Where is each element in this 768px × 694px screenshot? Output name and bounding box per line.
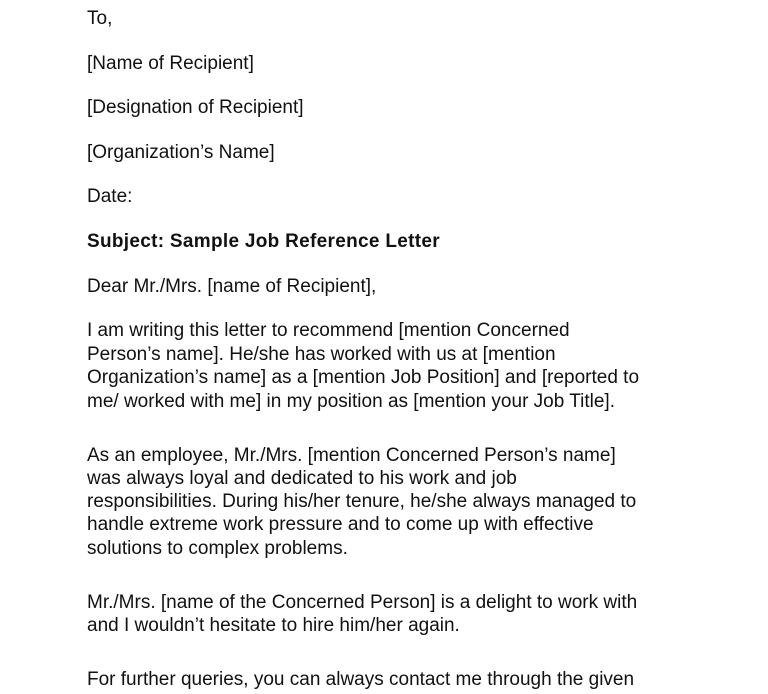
date-line: Date: [87, 186, 133, 207]
recipient-designation: [Designation of Recipient] [87, 97, 304, 118]
paragraph-line: was always loyal and dedicated to his work and job [87, 468, 517, 489]
paragraph-line: For further queries, you can always contact me through the given [87, 669, 635, 690]
paragraph-line: handle extreme work pressure and to come up with effective [87, 514, 594, 535]
subject-line: Subject: Sample Job Reference Letter [87, 231, 440, 252]
paragraph-line: and I wouldn’t hesitate to hire him/her again. [87, 615, 460, 636]
paragraph-line: I am writing this letter to recommend [mention Concerned [87, 320, 570, 341]
paragraph-line: solutions to complex problems. [87, 538, 348, 559]
to-line: To, [87, 8, 113, 29]
paragraph-line: Mr./Mrs. [name of the Concerned Person] is a delight to work with [87, 592, 638, 613]
recipient-name: [Name of Recipient] [87, 53, 254, 74]
greeting: Dear Mr./Mrs. [name of Recipient], [87, 276, 377, 297]
paragraph-line: responsibilities. During his/her tenure, he/she always managed to [87, 491, 637, 512]
paragraph-line: As an employee, Mr./Mrs. [mention Concerned Person’s name] [87, 445, 616, 466]
paragraph-line: me/ worked with me] in my position as [mention your Job Title]. [87, 391, 615, 412]
paragraph-line: Organization’s name] as a [mention Job Position] and [reported to [87, 367, 640, 388]
paragraph-line: Person’s name]. He/she has worked with us at [mention [87, 344, 556, 365]
organization-name: [Organization’s Name] [87, 142, 275, 163]
